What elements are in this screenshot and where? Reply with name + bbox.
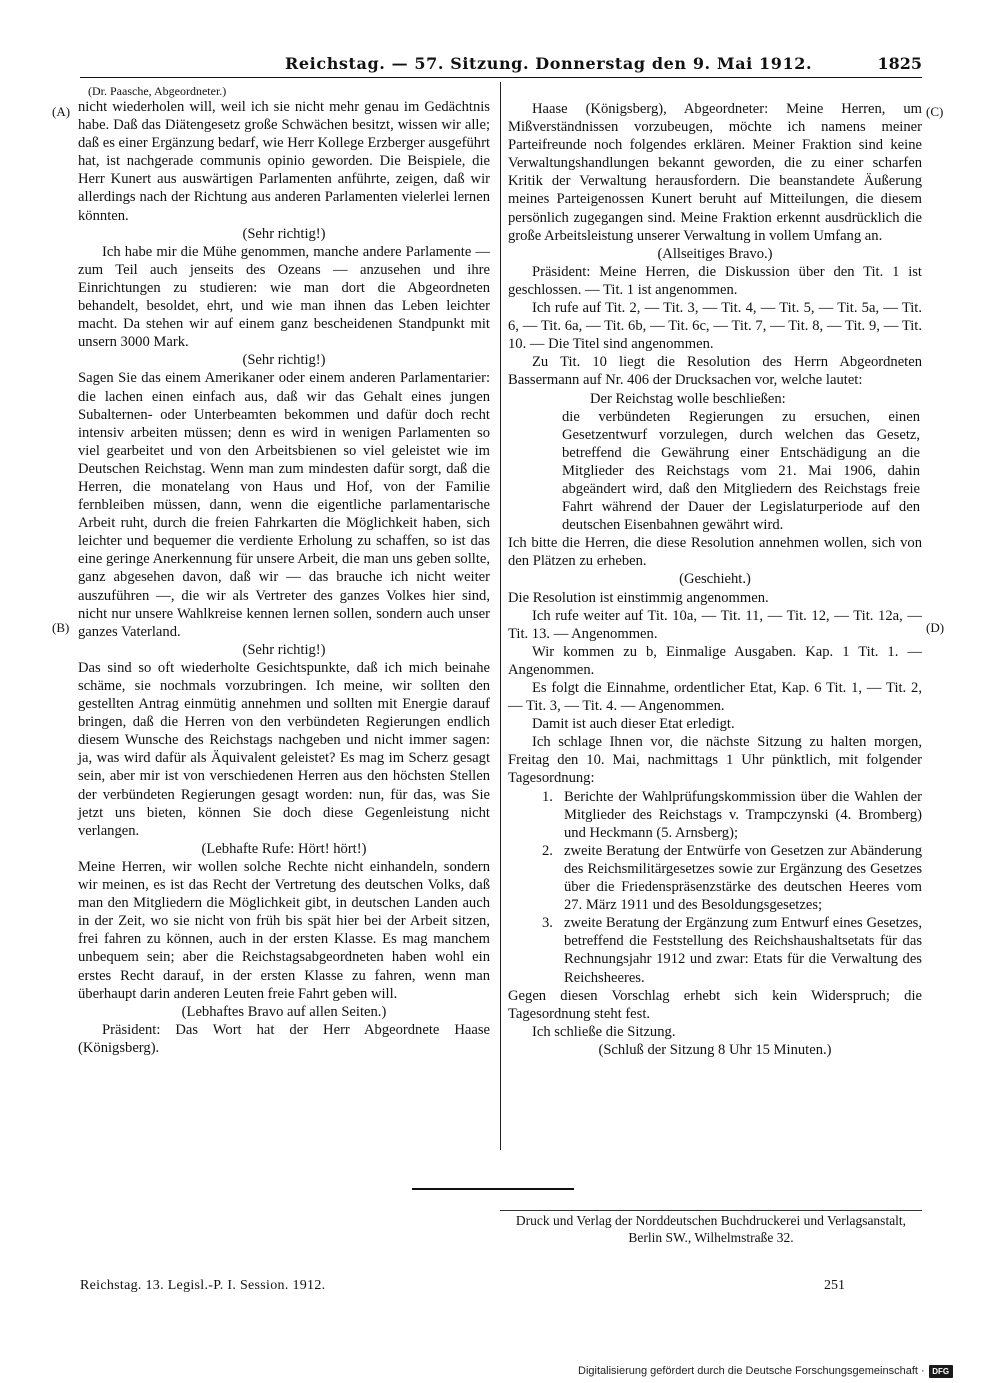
agenda-item-text: zweite Beratung der Ergänzung zum Entwurf eines Gesetzes, betreffend die Feststellung des Reichshaushaltsetats für das Rechnungsjahr 1912 und zwar: Etats für die Verwaltung des Reichsheeres. — [564, 915, 922, 986]
agenda-item — [542, 788, 922, 842]
paragraph: Das sind so oft wiederholte Gesichtspunkte, daß ich mich beinahe schäme, sie nochmals vorzubringen. Ich meine, wir sollten den gestellten Antrag einmütig annehmen und sollten mit Energie darauf bringen, daß die Herren von den verbündeten Regierungen endlich diesem Wunsche des Reichstags nachgeben und nicht immer sagen: ja, was wird dafür als Äquivalent geleistet? Es mag im Scherz gesagt sein, aber mir ist von verschiedenen Herren aus den höchsten Stellen der verbündeten Regierungen gesagt worden: nun, für das, was Sie jetzt uns bieten, können Sie doch diese Gegenleistung nicht verlangen. — [78, 659, 490, 839]
paragraph: Ich habe mir die Mühe genommen, manche andere Parlamente — zum Teil auch jenseits des Ozeans — anzusehen und ihre Einrichtungen zu studieren: wie man dort die Abgeordneten behandelt, besoldet, ehrt, und wie man ihnen das Leben leichter macht. Da stehen wir auf einem ganz bescheidenen Standpunkt mit unsern 3000 Mark. — [78, 243, 490, 351]
margin-marker-d: (D) — [926, 620, 945, 635]
interjection: (Geschieht.) — [679, 571, 751, 588]
president-statement: Präsident: Meine Herren, die Diskussion über den Tit. 1 ist geschlossen. — Tit. 1 ist angenommen. — [508, 263, 922, 298]
column-divider — [500, 82, 501, 1150]
agenda-item — [542, 842, 922, 914]
paragraph: Wir kommen zu b, Einmalige Ausgaben. Kap. 1 Tit. 1. — Angenommen. — [508, 643, 922, 678]
paragraph: Damit ist auch dieser Etat erledigt. — [532, 716, 735, 733]
paragraph: Zu Tit. 10 liegt die Resolution des Herrn Abgeordneten Bassermann auf Nr. 406 der Drucksachen vor, welche lautet: — [508, 354, 922, 389]
interjection: (Allseitiges Bravo.) — [657, 245, 773, 262]
interjection: (Sehr richtig!) — [242, 225, 326, 242]
paragraph: Ich rufe weiter auf Tit. 10a, — Tit. 11, — Tit. 12, — Tit. 12a, — Tit. 13. — Angenommen. — [508, 607, 922, 642]
digitization-text: Digitalisierung gefördert durch die Deutsche Forschungsgemeinschaft · — [578, 1365, 925, 1377]
margin-marker-a: (A) — [52, 104, 71, 119]
agenda-item-number: 1. — [542, 788, 553, 805]
interjection: (Sehr richtig!) — [242, 352, 326, 369]
agenda-item-number: 2. — [542, 842, 553, 859]
header-page-number: 1825 — [877, 54, 922, 73]
digitization-note — [578, 1364, 953, 1378]
interjection: (Lebhafte Rufe: Hört! hört!) — [201, 840, 367, 857]
resolution-quote — [508, 390, 922, 535]
paragraph: Die Resolution ist einstimmig angenommen. — [508, 589, 769, 606]
left-column — [78, 84, 490, 1057]
paragraph: Ich schlage Ihnen vor, die nächste Sitzung zu halten morgen, Freitag den 10. Mai, nachmittags 1 Uhr pünktlich, mit folgender Tagesordnung: — [508, 734, 922, 787]
agenda-item-text: Berichte der Wahlprüfungskommission über die Wahlen der Mitglieder des Reichstags v. Trampczynski (4. Bromberg) und Heckmann (5. Arnsberg); — [564, 788, 922, 841]
margin-marker-b: (B) — [52, 620, 70, 635]
dfg-logo-icon: DFG — [929, 1365, 953, 1378]
section-separator — [412, 1188, 574, 1190]
paragraph: nicht wiederholen will, weil ich sie nicht mehr genau im Gedächtnis habe. Daß das Diätengesetz große Schwächen besitzt, wissen wir alle; daß es einer Ergänzung bedarf, wie Herr Kollege Erzberger ausgeführt hat, ist nachgerade communis opinio geworden. Die Beispiele, die Herr Kunert aus auswärtigen Parlamenten anführte, zeigen, daß wir allerdings nach der Richtung aus anderen Parlamenten vielerlei lernen könnten. — [78, 99, 490, 224]
right-column — [508, 100, 922, 1059]
agenda-item — [542, 914, 922, 986]
printer-line: Druck und Verlag der Norddeutschen Buchdruckerei und Verlagsanstalt, — [515, 1213, 907, 1228]
paragraph: Es folgt die Einnahme, ordentlicher Etat, Kap. 6 Tit. 1, — Tit. 2, — Tit. 3, — Tit. 4. — Angenommen. — [508, 680, 922, 715]
interjection: (Lebhaftes Bravo auf allen Seiten.) — [181, 1003, 387, 1020]
paragraph: Ich rufe auf Tit. 2, — Tit. 3, — Tit. 4, — Tit. 5, — Tit. 5a, — Tit. 6, — Tit. 6a, — Tit. 6b, — Tit. 6c, — Tit. 7, — Tit. 8, — Tit. 9, — Tit. 10. — Die Titel sind angenommen. — [508, 300, 922, 353]
header-title: Reichstag. — 57. Sitzung. Donnerstag den 9. Mai 1912. — [285, 54, 813, 73]
footer-signature: Reichstag. 13. Legisl.-P. I. Session. 1912. — [80, 1278, 326, 1293]
printer-imprint — [500, 1212, 922, 1246]
resolution-head: Der Reichstag wolle beschließen: — [590, 390, 786, 407]
paragraph: Ich bitte die Herren, die diese Resolution annehmen wollen, sich von den Plätzen zu erheben. — [508, 535, 922, 570]
footer-sheet-number: 251 — [824, 1278, 845, 1293]
paragraph: Sagen Sie das einem Amerikaner oder einem anderen Parlamentarier: die lachen einen einfach aus, daß wir das Gehalt eines jungen Subalternen- oder Unterbeamten bekommen und dafür doch recht intensiv arbeiten müssen; denn es wird in wenigen Parlamenten so viel gearbeitet und von den Arbeitsbienen so viel geleistet wie im Deutschen Reichstag. Wenn man zum mindesten dafür sorgt, daß die Herren, die monatelang von Haus und Hof, von der Familie fernbleiben müssen, dann, wenn die eigentliche parlamentarische Arbeit ruht, durch die freien Fahrkarten die Möglichkeit haben, sich leichter und bequemer die verdiente Erholung zu schaffen, so ist das eine geringe Anerkennung für unsere Arbeit, die man uns geben sollte, ganz abgesehen davon, daß wir — das brauche ich nicht weiter auszuführen —, die wir als Vertreter des ganzes Volkes hier sind, nicht nur unsere Wahlkreise kennen lernen sollen, sondern auch unser ganzes Vaterland. — [78, 370, 490, 640]
page-header — [80, 52, 922, 78]
interjection: (Sehr richtig!) — [242, 641, 326, 658]
paragraph: Ich schließe die Sitzung. — [532, 1023, 676, 1040]
paragraph: Meine Herren, wir wollen solche Rechte nicht einhandeln, sondern wir meinen, es ist das Recht der Vertretung des deutschen Volks, daß man den Mitgliedern die Möglichkeit gibt, in deutschen Landen auch in der Zeit, wo sie nicht von früh bis spät hier bei der Arbeit sitzen, frei fahren zu können, auch in der ersten Klasse. Es mag manchem unbequem sein; aber die Reichstagsabgeordneten haben wohl ein erstes Recht darauf, in der ersten Klasse zu fahren, wenn man überhaupt darin anderen Leuten freie Fahrt geben will. — [78, 858, 490, 1002]
resolution-body: die verbündeten Regierungen zu ersuchen, einen Gesetzentwurf vorzulegen, durch welchen das Gesetz, betreffend die Gewährung einer Entschädigung an die Mitglieder des Reichstags vom 21. Mai 1906, dahin abgeändert wird, daß den Mitgliedern des Reichstags freie Fahrt während der Dauer der Legislaturperiode auf den deutschen Eisenbahnen gewährt wird. — [562, 408, 920, 534]
printer-line: Berlin SW., Wilhelmstraße 32. — [628, 1230, 794, 1245]
printer-rule — [500, 1210, 922, 1211]
agenda-item-number: 3. — [542, 915, 553, 932]
agenda-item-text: zweite Beratung der Entwürfe von Gesetzen zur Abänderung des Reichsmilitärgesetzes sowie zur Ergänzung des Gesetzes über die Friedenspräsenzstärke des deutschen Heeres vom 27. März 1911 und des Besoldungsgesetzes; — [564, 842, 922, 914]
session-end-note: (Schluß der Sitzung 8 Uhr 15 Minuten.) — [598, 1041, 832, 1058]
agenda-list — [508, 788, 922, 987]
haase-speech: Haase (Königsberg), Abgeordneter: Meine Herren, um Mißverständnissen vorzubeugen, möchte ich namens meiner Parteifreunde noch folgendes erklären. Meiner Fraktion sind keine Verwaltungshandlungen bekannt geworden, die zu einer scharfen Kritik der Verwaltung herausfordern. Die beanstandete Äußerung meines Parteigenossen Kunert beruht auf Mitteilungen, die diesem persönlich zugegangen sind. Meine Fraktion erkennt ausdrücklich die große Arbeitsleistung unserer Verwaltung in vollem Umfang an. — [508, 101, 922, 244]
speaker-continuation: (Dr. Paasche, Abgeordneter.) — [88, 84, 227, 98]
paragraph: Gegen diesen Vorschlag erhebt sich kein Widerspruch; die Tagesordnung steht fest. — [508, 987, 922, 1022]
president-statement: Präsident: Das Wort hat der Herr Abgeordnete Haase (Königsberg). — [78, 1021, 490, 1056]
margin-marker-c: (C) — [926, 104, 944, 119]
